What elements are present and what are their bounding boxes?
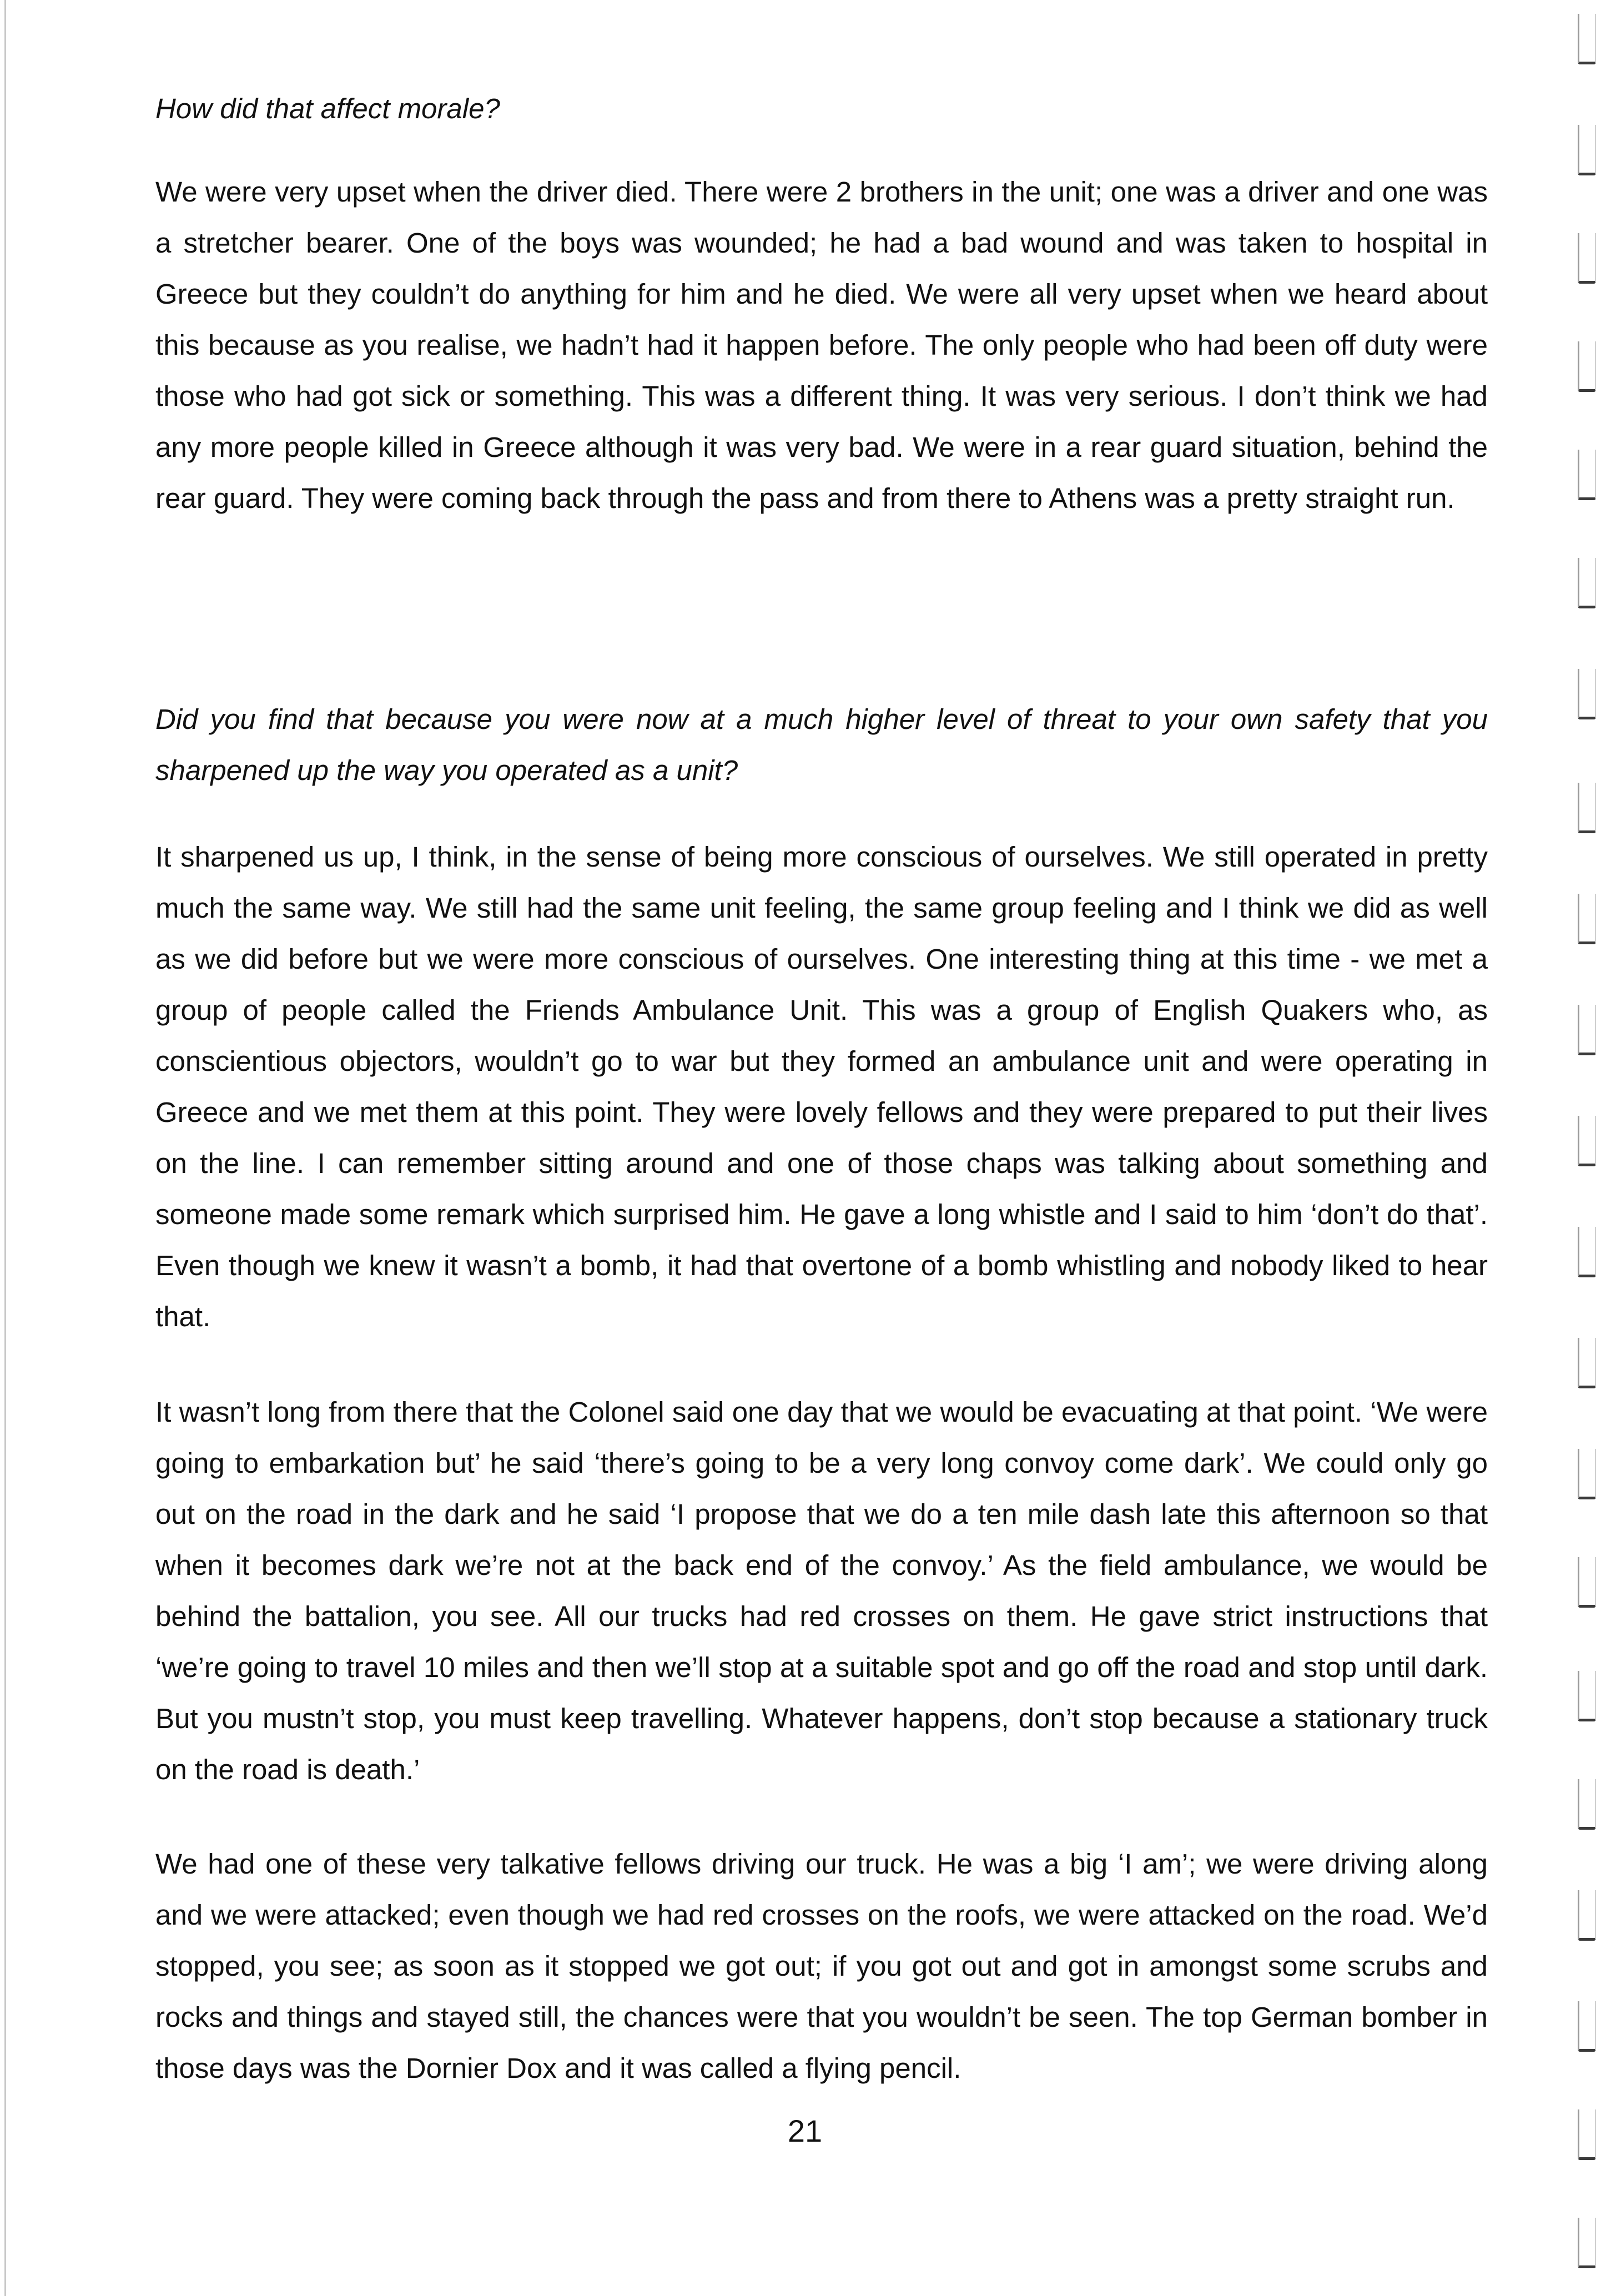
binding-hole [1578,450,1596,500]
interview-question-1: How did that affect morale? [155,93,500,124]
binding-hole [1578,669,1596,719]
answer-paragraph-2: It sharpened us up, I think, in the sense of being more conscious of ourselves. We still operated in pretty much the same way. We still had the same unit feeling, the same group feeling and I think we did as well as we did before but we were more conscious of ourselves. One interesting thing at this time - we met a group of people called the Friends Ambulance Unit. This was a group of English Quakers who, as conscientious objectors, wouldn’t go to war but they formed an ambulance unit and were operating in Greece and we met them at this point. They were lovely fellows and they were prepared to put their lives on the line. I can remember sitting around and one of those chaps was talking about something and someone made some remark which surprised him. He gave a long whistle and I said to him ‘don’t do that’. Even though we knew it wasn’t a bomb, it had that overtone of a bomb whistling and nobody liked to hear that. [155,841,1488,1332]
binding-hole [1578,233,1596,284]
binding-hole [1578,1005,1596,1055]
binding-hole [1578,894,1596,944]
binding-comb-strip [1572,0,1611,2296]
binding-hole [1578,2218,1596,2268]
binding-hole [1578,1671,1596,1721]
binding-hole [1578,1116,1596,1166]
binding-hole [1578,1449,1596,1499]
binding-hole [1578,2109,1596,2160]
page-number: 21 [787,2113,823,2148]
binding-hole [1578,1890,1596,1941]
binding-hole [1578,1557,1596,1608]
answer-paragraph-4: We had one of these very talkative fellows driving our truck. He was a big ‘I am’; we were driving along and we were attacked; even though we had red crosses on the roofs, we were attacked on the road. We’d stopped, you see; as soon as it stopped we got out; if you got out and got in amongst some scrubs and rocks and things and stayed still, the chances were that you wouldn’t be seen. The top German bomber in those days was the Dornier Dox and it was called a flying pencil. [155,1848,1488,2084]
binding-hole [1578,14,1596,64]
page-left-edge [4,0,6,2296]
binding-hole [1578,558,1596,608]
answer-paragraph-3: It wasn’t long from there that the Colonel said one day that we would be evacuating at that point. ‘We were going to embarkation but’ he said ‘there’s going to be a very long convoy come dark’. We could only go out on the road in the dark and he said ‘I propose that we do a ten mile dash late this afternoon so that when it becomes dark we’re not at the back end of the convoy.’ As the field ambulance, we would be behind the battalion, you see. All our trucks had red crosses on them. He gave strict instructions that ‘we’re going to travel 10 miles and then we’ll stop at a suitable spot and go off the road and stop until dark. But you mustn’t stop, you must keep travelling. Whatever happens, don’t stop because a stationary truck on the road is death.’ [155,1396,1488,1785]
interview-question-2: Did you find that because you were now at a much higher level of threat to your own safety that you sharpened up the way you operated as a unit? [155,703,1488,786]
binding-hole [1578,783,1596,833]
binding-hole [1578,125,1596,175]
binding-hole [1578,341,1596,392]
binding-hole [1578,1779,1596,1830]
binding-hole [1578,1227,1596,1277]
binding-hole [1578,2001,1596,2052]
answer-paragraph-1: We were very upset when the driver died. There were 2 brothers in the unit; one was a driver and one was a stretcher bearer. One of the boys was wounded; he had a bad wound and was taken to hospital in Greece but they couldn’t do anything for him and he died. We were all very upset when we heard about this because as you realise, we hadn’t had it happen before. The only people who had been off duty were those who had got sick or something. This was a different thing. It was very serious. I don’t think we had any more people killed in Greece although it was very bad. We were in a rear guard situation, behind the rear guard. They were coming back through the pass and from there to Athens was a pretty straight run. [155,176,1488,514]
binding-hole [1578,1338,1596,1388]
